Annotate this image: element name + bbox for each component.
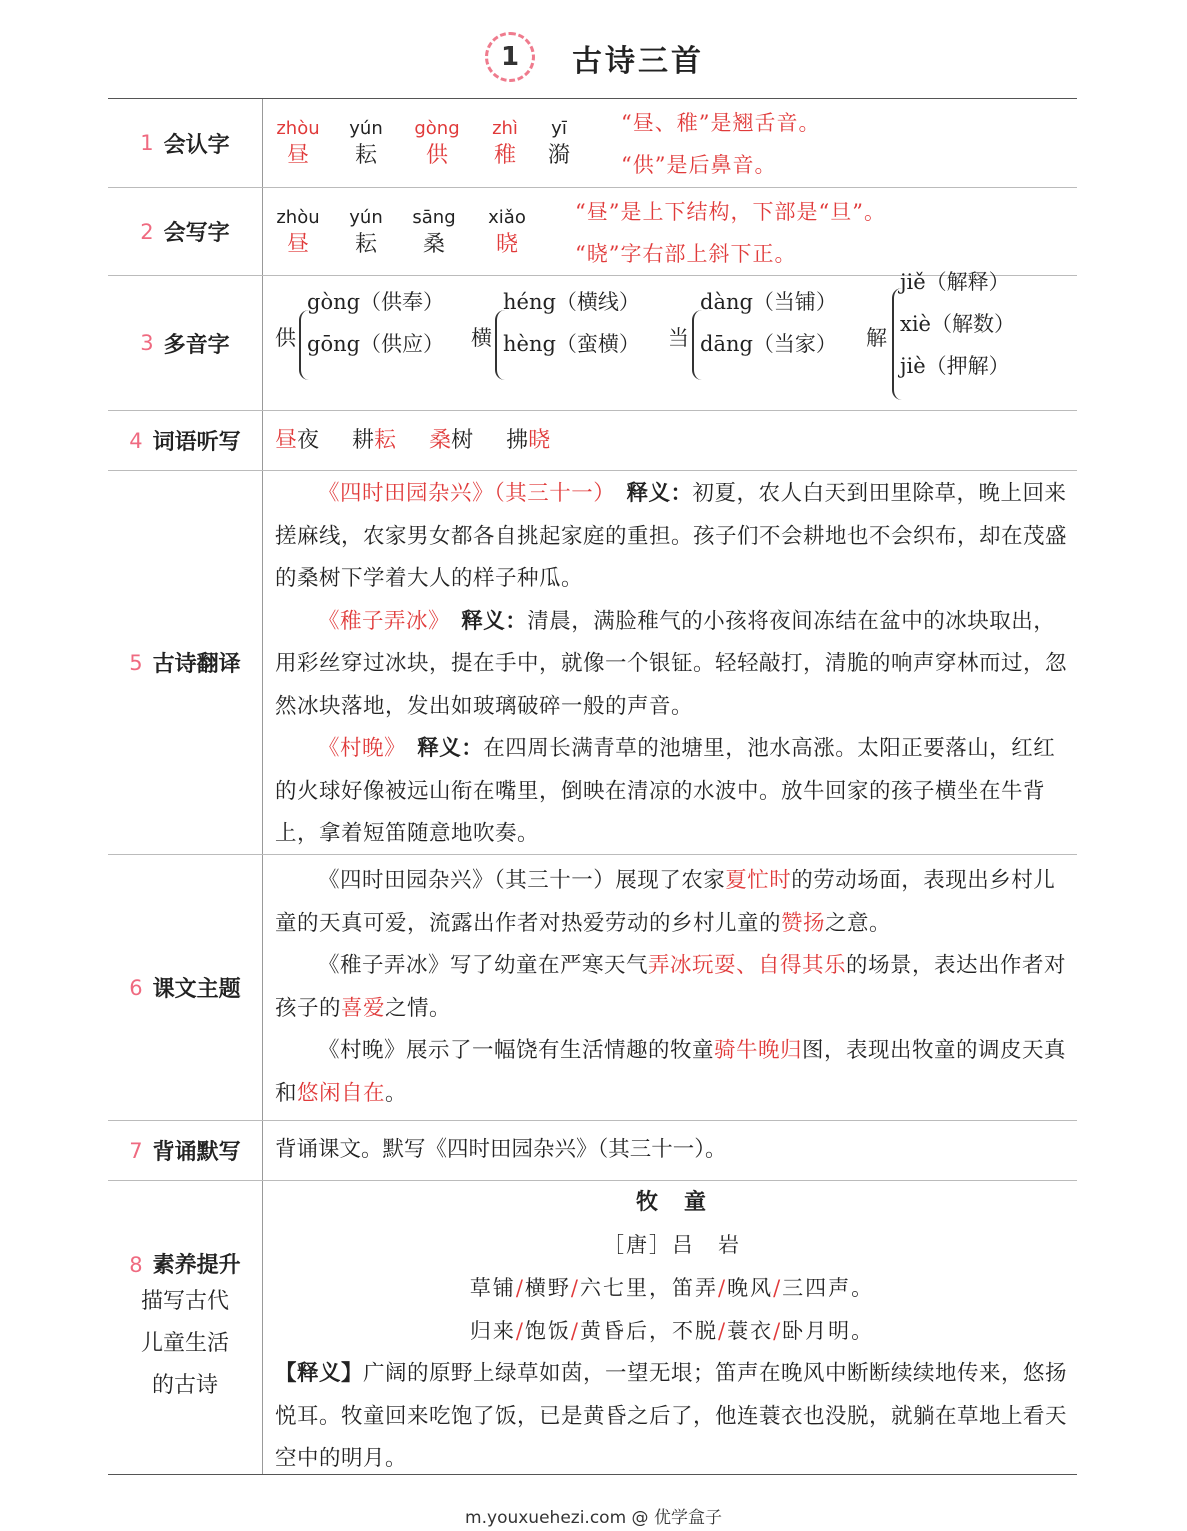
row-number: 6	[129, 975, 143, 1000]
row-content	[263, 99, 1077, 187]
row-subtitle: 的古诗	[151, 1373, 218, 1398]
char-item: zhòu 昼	[276, 118, 320, 168]
translation-paragraph: 《稚子弄冰》 释义：清晨，满脸稚气的小孩将夜间冻结在盆中的冰块取出，用彩丝穿过冰块，提在手中，就像一个银钲。轻轻敲打，清脆的响声穿林而过，忽然冰块落地，发出如玻璃破碎一般的声音。	[275, 608, 1068, 719]
dictation-word: 拂晓	[506, 428, 551, 453]
row-write-chars	[108, 188, 1077, 276]
row-polyphonic	[108, 270, 1077, 411]
poem-title: 牧 童	[635, 1190, 708, 1215]
row-label	[108, 1181, 263, 1474]
poem-author: ［唐］吕 岩	[603, 1233, 741, 1257]
row-label	[108, 1121, 263, 1180]
row-title: 背诵默写	[152, 1140, 241, 1165]
row-content	[263, 1181, 1077, 1474]
writing-note: “昼”是上下结构，下部是“旦”。	[575, 200, 886, 224]
row-label	[108, 855, 263, 1120]
char-item: zhòu 昼	[276, 207, 320, 257]
row-dictation	[108, 411, 1077, 471]
translation-paragraph: 《村晚》 释义：在四周长满青草的池塘里，池水高涨。太阳正要落山，红红的火球好像被远山衔在嘴里，倒映在清凉的水波中。放牛回家的孩子横坐在牛背上，拿着短笛随意地吹奏。	[275, 736, 1056, 846]
row-content	[263, 855, 1077, 1120]
char-item: gòng 供	[414, 118, 460, 168]
row-recognize-chars	[108, 99, 1077, 188]
row-poem-translation	[108, 471, 1077, 855]
row-label	[108, 99, 263, 187]
page-header	[0, 28, 1187, 88]
lesson-number-badge: 1	[485, 32, 535, 82]
poem-line: 归来/饱饭/黄昏后，不脱/蓑衣/卧月明。	[469, 1319, 875, 1343]
char-item: sāng 桑	[412, 207, 456, 257]
row-content	[263, 1121, 1077, 1180]
row-title: 词语听写	[152, 430, 241, 455]
row-title: 古诗翻译	[152, 652, 241, 677]
pronunciation-note: “供”是后鼻音。	[621, 153, 777, 177]
row-number: 8	[129, 1253, 143, 1277]
row-number: 1	[140, 131, 154, 155]
page-title: 古诗三首	[572, 44, 704, 79]
theme-paragraph: 《村晚》展示了一幅饶有生活情趣的牧童骑牛晚归图，表现出牧童的调皮天真和悠闲自在。	[275, 1038, 1067, 1106]
char-item: xiǎo 晓	[488, 207, 526, 257]
polyphonic-group: 横 héng（横线） hèng（蛮横）	[471, 276, 651, 411]
polyphonic-group: 解 jiě（解释） xiè（解数） jiè（押解）	[866, 276, 1066, 411]
row-content	[263, 471, 1077, 854]
row-number: 5	[129, 650, 143, 675]
dictation-word: 桑树	[429, 428, 474, 453]
translation-paragraph: 《四时田园杂兴》（其三十一） 释义：初夏，农人白天到田里除草，晚上回来搓麻线，农家男女都各自挑起家庭的重担。孩子们不会耕地也不会织布，却在茂盛的桑树下学着大人的样子种瓜。	[275, 481, 1068, 591]
row-label	[108, 471, 263, 854]
row-recite	[108, 1121, 1077, 1181]
row-subtitle: 描写古代	[140, 1289, 229, 1314]
row-content	[263, 270, 1077, 410]
row-content	[263, 188, 1077, 275]
recite-text: 背诵课文。默写《四时田园杂兴》（其三十一）。	[275, 1137, 727, 1162]
theme-paragraph: 《稚子弄冰》写了幼童在严寒天气弄冰玩耍、自得其乐的场景，表达出作者对孩子的喜爱之情。	[275, 953, 1067, 1021]
char-item: yī 漪	[547, 118, 570, 168]
footer-watermark: m.youxuehezi.com @ 优学盒子	[465, 1508, 722, 1528]
pronunciation-note: “昼、稚”是翘舌音。	[621, 111, 821, 135]
char-item: yún 耘	[349, 118, 383, 168]
char-item: zhì 稚	[492, 118, 518, 168]
row-theme	[108, 855, 1077, 1121]
row-number: 2	[140, 219, 154, 244]
writing-note: “晓”字右部上斜下正。	[575, 242, 797, 266]
row-title: 素养提升	[152, 1253, 241, 1278]
theme-paragraph: 《四时田园杂兴》（其三十一）展现了农家夏忙时的劳动场面，表现出乡村儿童的天真可爱，流露出作者对热爱劳动的乡村儿童的赞扬之意。	[275, 868, 1056, 936]
row-title: 多音字	[163, 332, 230, 358]
row-title: 课文主题	[152, 977, 241, 1002]
row-enrichment	[108, 1181, 1077, 1475]
row-number: 4	[129, 428, 143, 453]
row-number: 7	[129, 1138, 143, 1163]
poem-line: 草铺/横野/六七里，笛弄/晚风/三四声。	[469, 1276, 875, 1300]
row-label	[108, 188, 263, 275]
dictation-word: 耕耘	[352, 428, 397, 453]
row-title: 会写字	[163, 221, 230, 246]
row-label	[108, 276, 263, 410]
dictation-word: 昼夜	[275, 428, 320, 453]
char-item: yún 耘	[349, 207, 383, 257]
row-subtitle: 儿童生活	[140, 1331, 229, 1356]
row-number: 3	[140, 331, 154, 355]
polyphonic-group: 当 dàng（当铺） dāng（当家）	[668, 276, 848, 411]
row-title: 会认字	[163, 132, 230, 158]
row-content	[263, 411, 1077, 470]
row-label	[108, 411, 263, 470]
study-table	[108, 98, 1077, 1475]
poem-explanation: 【释义】广阔的原野上绿草如茵，一望无垠；笛声在晚风中断断续续地传来，悠扬悦耳。牧童回来吃饱了饭，已是黄昏之后了，他连蓑衣也没脱，就躺在草地上看天空中的明月。	[275, 1361, 1068, 1471]
polyphonic-group: 供 gòng（供奉） gōng（供应）	[275, 276, 455, 411]
